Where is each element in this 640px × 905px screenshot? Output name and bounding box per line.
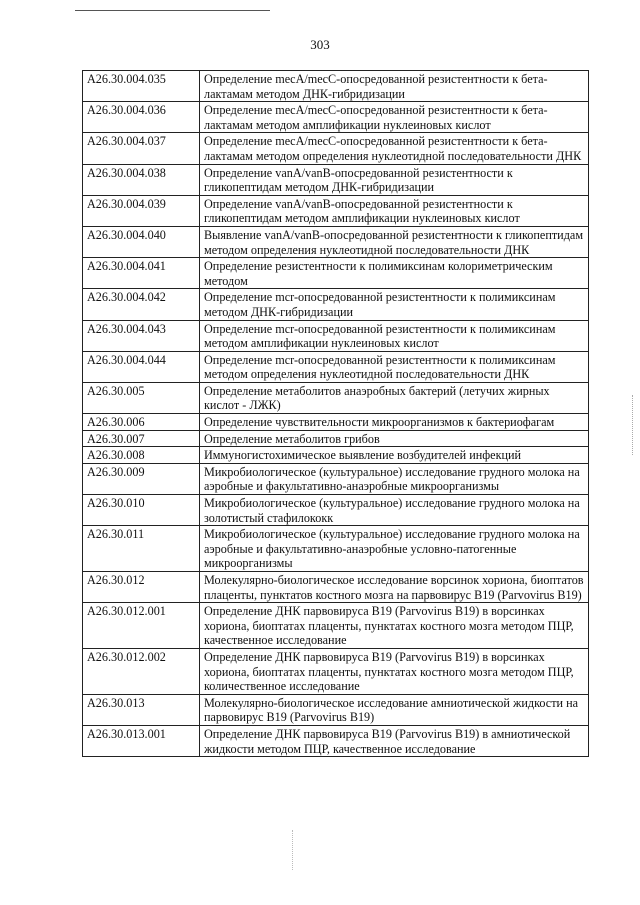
service-code: A26.30.010 bbox=[83, 495, 200, 526]
table-row bbox=[83, 102, 589, 133]
service-code: A26.30.004.041 bbox=[83, 258, 200, 289]
table-row bbox=[83, 382, 589, 413]
service-code: A26.30.013 bbox=[83, 694, 200, 725]
services-table-body bbox=[83, 71, 589, 757]
service-description: Определение чувствительности микроорганизмов к бактериофагам bbox=[200, 414, 589, 431]
service-description: Иммуногистохимическое выявление возбудителей инфекций bbox=[200, 447, 589, 464]
scan-fold-mark bbox=[292, 830, 294, 870]
service-code: A26.30.004.040 bbox=[83, 226, 200, 257]
header-rule bbox=[75, 10, 270, 11]
service-code: A26.30.012.002 bbox=[83, 648, 200, 694]
service-description: Определение mcr-опосредованной резистентности к полимиксинам методом определения нуклеотидной последовательности ДНК bbox=[200, 351, 589, 382]
scan-margin-mark bbox=[632, 395, 635, 455]
service-description: Определение mcr-опосредованной резистентности к полимиксинам методом амплификации нуклеиновых кислот bbox=[200, 320, 589, 351]
table-row bbox=[83, 351, 589, 382]
service-description: Определение ДНК парвовируса B19 (Parvovirus B19) в ворсинках хориона, биоптатах плаценты, пунктатах костного мозга методом ПЦР, качественное исследование bbox=[200, 603, 589, 649]
page-number: 303 bbox=[310, 37, 330, 52]
service-description: Выявление vanA/vanB-опосредованной резистентности к гликопептидам методом определения нуклеотидной последовательности ДНК bbox=[200, 226, 589, 257]
service-code: A26.30.004.043 bbox=[83, 320, 200, 351]
table-row bbox=[83, 414, 589, 431]
table-row bbox=[83, 195, 589, 226]
service-code: A26.30.006 bbox=[83, 414, 200, 431]
table-row bbox=[83, 648, 589, 694]
services-table bbox=[82, 70, 589, 757]
service-description: Определение vanA/vanB-опосредованной резистентности к гликопептидам методом амплификации нуклеиновых кислот bbox=[200, 195, 589, 226]
service-description: Микробиологическое (культуральное) исследование грудного молока на золотистый стафилококк bbox=[200, 495, 589, 526]
table-row bbox=[83, 694, 589, 725]
service-description: Определение mecA/mecC-опосредованной резистентности к бета-лактамам методом определения нуклеотидной последовательности ДНК bbox=[200, 133, 589, 164]
service-description: Молекулярно-биологическое исследование ворсинок хориона, биоптатов плаценты, пунктатов костного мозга на парвовирус B19 (Parvovirus B19) bbox=[200, 572, 589, 603]
service-description: Определение метаболитов грибов bbox=[200, 430, 589, 447]
service-code: A26.30.012.001 bbox=[83, 603, 200, 649]
service-code: A26.30.008 bbox=[83, 447, 200, 464]
service-description: Определение ДНК парвовируса B19 (Parvovirus B19) в амниотической жидкости методом ПЦР, качественное исследование bbox=[200, 725, 589, 756]
service-code: A26.30.004.044 bbox=[83, 351, 200, 382]
service-description: Определение vanA/vanB-опосредованной резистентности к гликопептидам методом ДНК-гибридизации bbox=[200, 164, 589, 195]
service-description: Микробиологическое (культуральное) исследование грудного молока на аэробные и факультативно-анаэробные микроорганизмы bbox=[200, 463, 589, 494]
service-code: A26.30.004.042 bbox=[83, 289, 200, 320]
service-description: Определение mecA/mecC-опосредованной резистентности к бета-лактамам методом амплификации нуклеиновых кислот bbox=[200, 102, 589, 133]
table-row bbox=[83, 495, 589, 526]
table-row bbox=[83, 447, 589, 464]
service-code: A26.30.012 bbox=[83, 572, 200, 603]
table-row bbox=[83, 71, 589, 102]
service-code: A26.30.004.036 bbox=[83, 102, 200, 133]
service-code: A26.30.011 bbox=[83, 526, 200, 572]
service-code: A26.30.009 bbox=[83, 463, 200, 494]
service-code: A26.30.004.035 bbox=[83, 71, 200, 102]
table-row bbox=[83, 572, 589, 603]
service-code: A26.30.004.038 bbox=[83, 164, 200, 195]
service-code: A26.30.013.001 bbox=[83, 725, 200, 756]
service-description: Определение mcr-опосредованной резистентности к полимиксинам методом ДНК-гибридизации bbox=[200, 289, 589, 320]
service-code: A26.30.004.037 bbox=[83, 133, 200, 164]
table-row bbox=[83, 725, 589, 756]
service-description: Определение метаболитов анаэробных бактерий (летучих жирных кислот - ЛЖК) bbox=[200, 382, 589, 413]
table-row bbox=[83, 430, 589, 447]
service-description: Определение mecA/mecC-опосредованной резистентности к бета-лактамам методом ДНК-гибридизации bbox=[200, 71, 589, 102]
service-description: Молекулярно-биологическое исследование амниотической жидкости на парвовирус B19 (Parvovirus B19) bbox=[200, 694, 589, 725]
table-row bbox=[83, 258, 589, 289]
table-row bbox=[83, 603, 589, 649]
service-code: A26.30.007 bbox=[83, 430, 200, 447]
table-row bbox=[83, 289, 589, 320]
table-row bbox=[83, 320, 589, 351]
table-row bbox=[83, 463, 589, 494]
table-row bbox=[83, 526, 589, 572]
service-code: A26.30.005 bbox=[83, 382, 200, 413]
table-row bbox=[83, 226, 589, 257]
table-row bbox=[83, 164, 589, 195]
table-row bbox=[83, 133, 589, 164]
service-code: A26.30.004.039 bbox=[83, 195, 200, 226]
service-description: Определение ДНК парвовируса B19 (Parvovirus B19) в ворсинках хориона, биоптатах плаценты, пунктатах костного мозга методом ПЦР, количественное исследование bbox=[200, 648, 589, 694]
service-description: Определение резистентности к полимиксинам колориметрическим методом bbox=[200, 258, 589, 289]
service-description: Микробиологическое (культуральное) исследование грудного молока на аэробные и факультативно-анаэробные условно-патогенные микроорганизмы bbox=[200, 526, 589, 572]
